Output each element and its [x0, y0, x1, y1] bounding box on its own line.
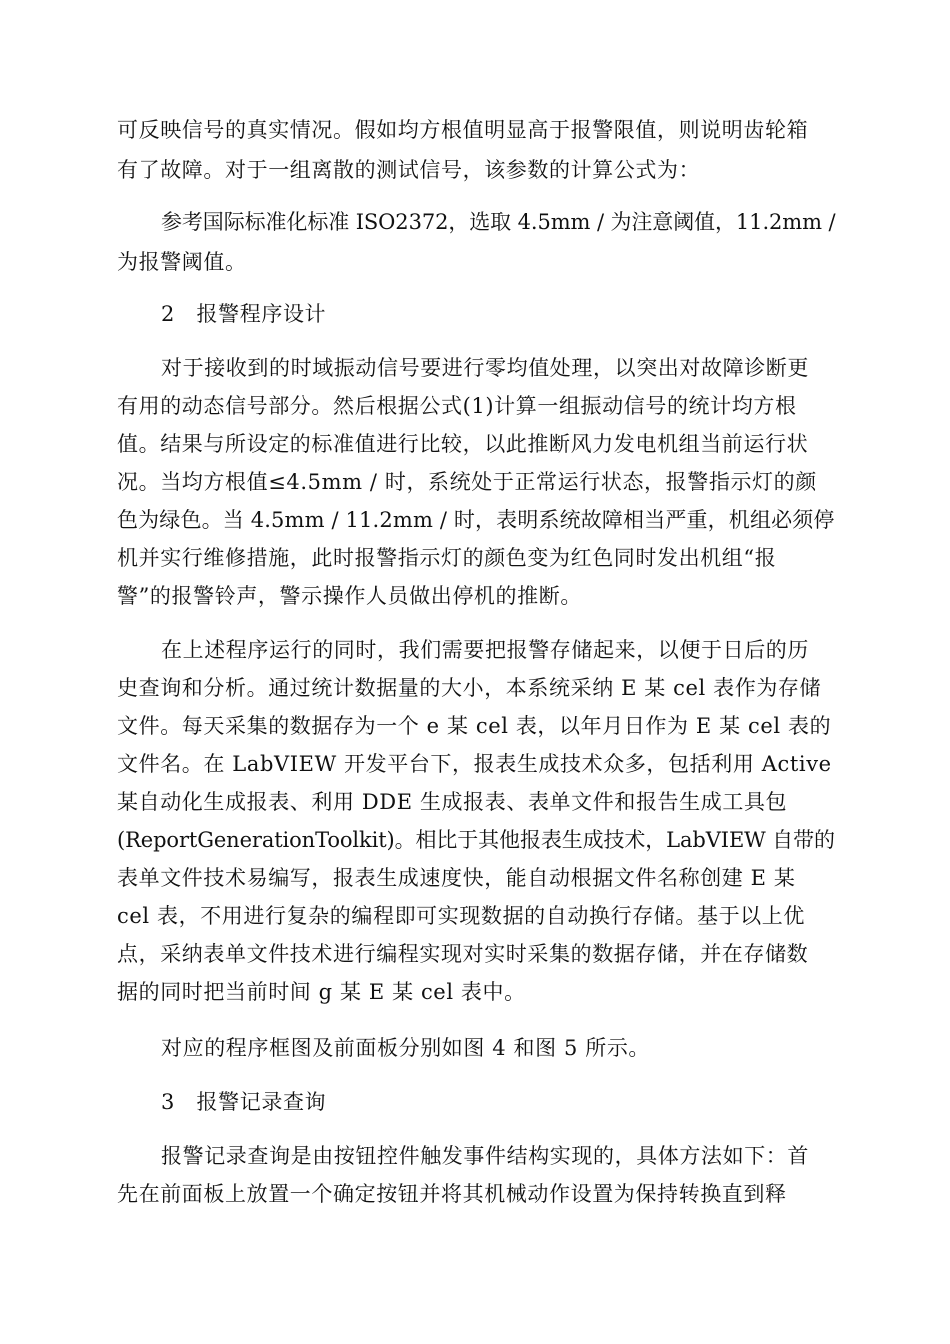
storage-line-8: cel 表，不用进行复杂的编程即可实现数据的自动换行存储。基于以上优 — [117, 904, 805, 928]
section2-line-6: 机并实行维修措施，此时报警指示灯的颜色变为红色同时发出机组“报 — [117, 546, 777, 570]
storage-line-3: 文件。每天采集的数据存为一个 e 某 cel 表，以年月日作为 E 某 cel 表的 — [117, 714, 832, 738]
storage-line-1: 在上述程序运行的同时，我们需要把报警存储起来，以便于日后的历 — [161, 638, 809, 662]
storage-line-5: 某自动化生成报表、利用 DDE 生成报表、表单文件和报告生成工具包 — [117, 790, 788, 814]
intro-line-1: 可反映信号的真实情况。假如均方根值明显高于报警限值，则说明齿轮箱 — [117, 118, 809, 142]
threshold-line-1: 参考国际标准化标准 ISO2372，选取 4.5mm / 为注意阈值，11.2mm / — [161, 210, 836, 234]
storage-line-6: (ReportGenerationToolkit)。相比于其他报表生成技术，LabVIEW 自带的 — [117, 828, 835, 852]
threshold-line-2: 为报警阈值。 — [117, 250, 247, 274]
storage-line-10: 据的同时把当前时间 g 某 E 某 cel 表中。 — [117, 980, 526, 1004]
storage-line-2: 史查询和分析。通过统计数据量的大小，本系统采纳 E 某 cel 表作为存储 — [117, 676, 822, 700]
figures-line: 对应的程序框图及前面板分别如图 4 和图 5 所示。 — [161, 1036, 651, 1060]
section3-line-2: 先在前面板上放置一个确定按钮并将其机械动作设置为保持转换直到释 — [117, 1182, 787, 1206]
section2-line-5: 色为绿色。当 4.5mm / 11.2mm / 时，表明系统故障相当严重，机组必须停 — [117, 508, 835, 532]
section3-line-1: 报警记录查询是由按钮控件触发事件结构实现的，具体方法如下：首 — [161, 1144, 809, 1168]
section2-line-7: 警”的报警铃声，警示操作人员做出停机的推断。 — [117, 584, 582, 608]
storage-line-9: 点，采纳表单文件技术进行编程实现对实时采集的数据存储，并在存储数 — [117, 942, 809, 966]
intro-line-2: 有了故障。对于一组离散的测试信号，该参数的计算公式为： — [117, 158, 701, 182]
storage-line-7: 表单文件技术易编写，报表生成速度快，能自动根据文件名称创建 E 某 — [117, 866, 796, 890]
section2-line-3: 值。结果与所设定的标准值进行比较，以此推断风力发电机组当前运行状 — [117, 432, 809, 456]
section-2-heading: 2 报警程序设计 — [161, 302, 327, 326]
storage-line-4: 文件名。在 LabVIEW 开发平台下，报表生成技术众多，包括利用 Active — [117, 752, 832, 776]
section2-line-2: 有用的动态信号部分。然后根据公式(1)计算一组振动信号的统计均方根 — [117, 394, 797, 418]
section2-line-4: 况。当均方根值≤4.5mm / 时，系统处于正常运行状态，报警指示灯的颜 — [117, 470, 817, 494]
section-3-heading: 3 报警记录查询 — [161, 1090, 327, 1114]
section2-line-1: 对于接收到的时域振动信号要进行零均值处理，以突出对故障诊断更 — [161, 356, 809, 380]
